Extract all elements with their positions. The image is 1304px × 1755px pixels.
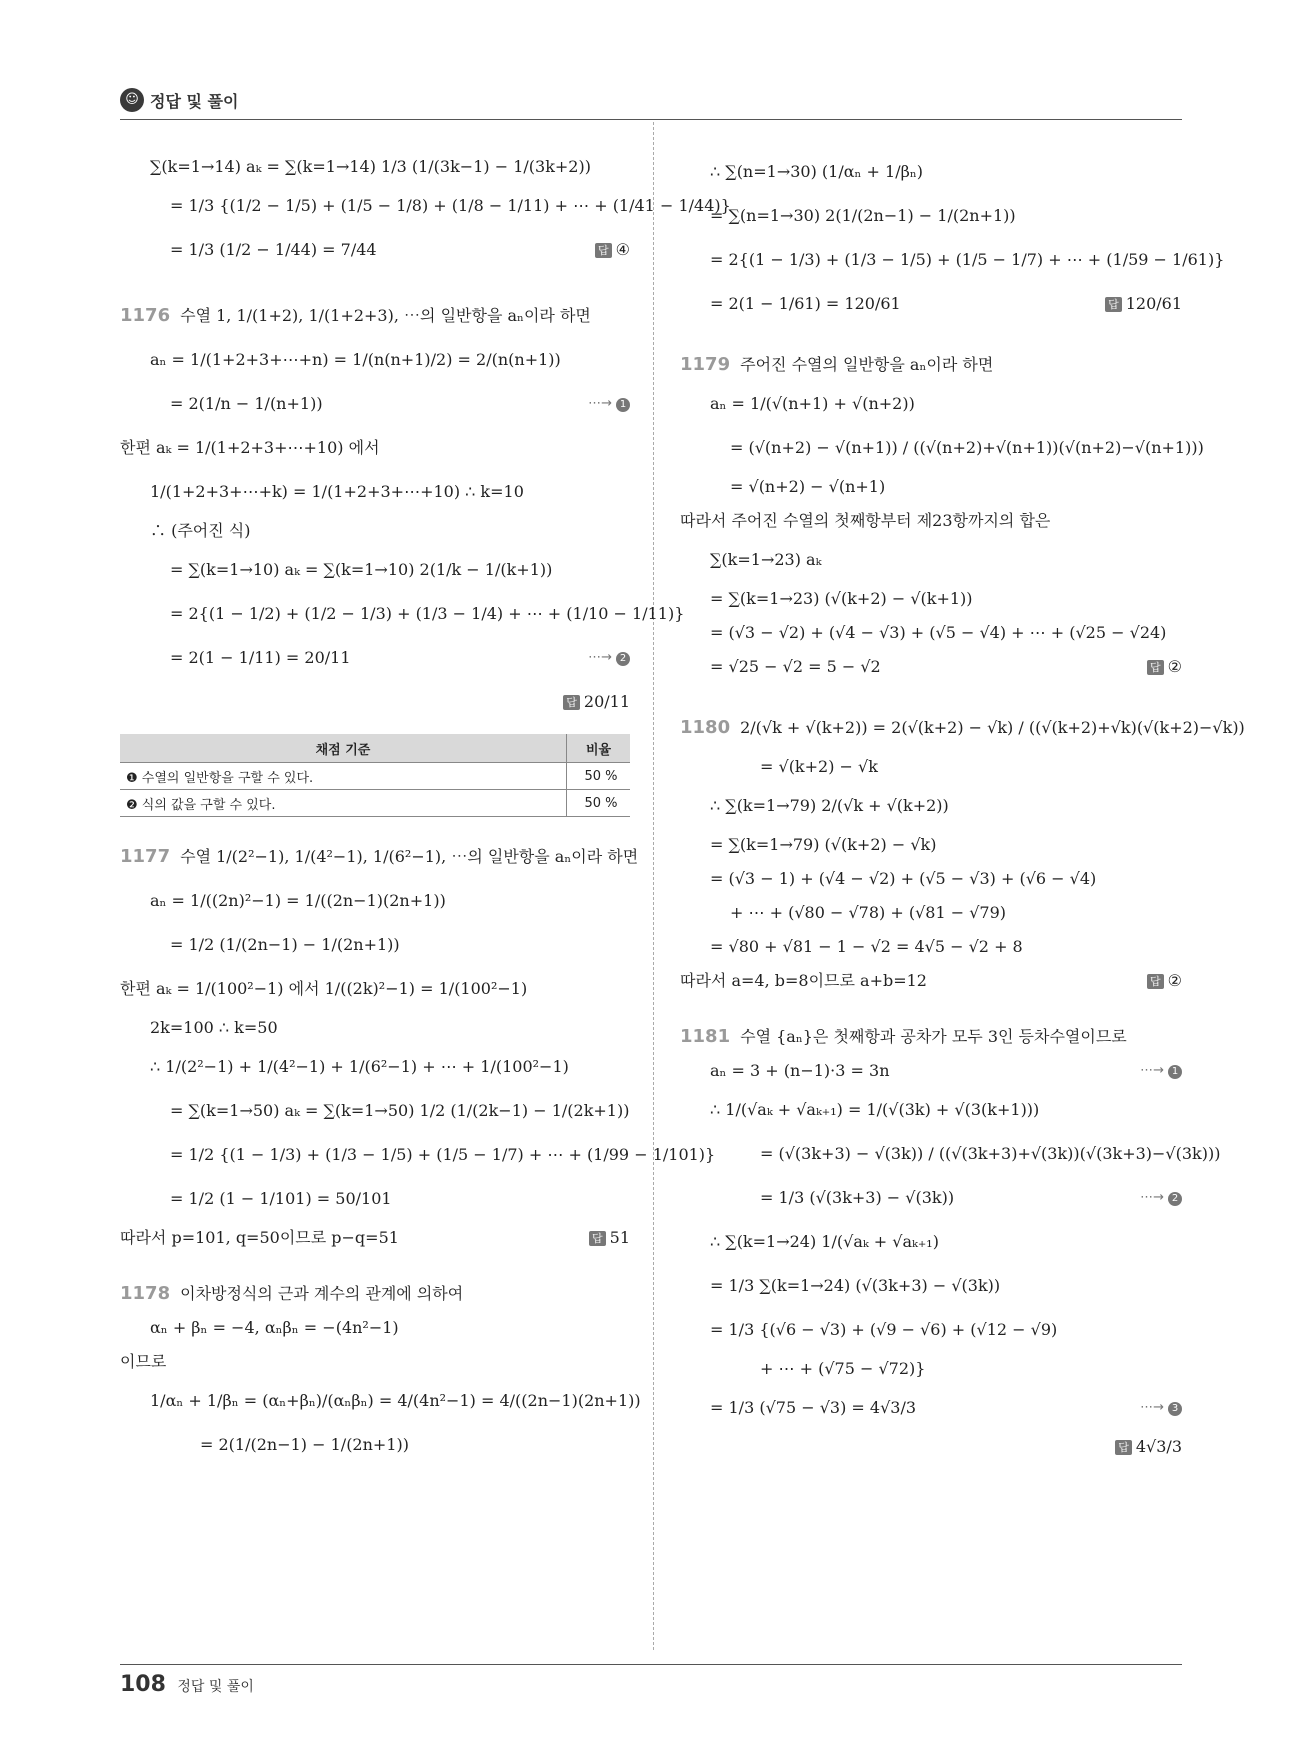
- math-text: aₙ = 1/(1+2+3+⋯+n) = 1/(n(n+1)/2) = 2/(n(n+1)): [150, 350, 561, 369]
- solution-line: [680, 896, 1182, 930]
- step-marker: ⋯→ 1: [588, 382, 630, 426]
- math-text: = 2{(1 − 1/2) + (1/2 − 1/3) + (1/3 − 1/4) + ⋯ + (1/10 − 1/11)}: [170, 604, 685, 623]
- column-divider: [653, 122, 654, 1650]
- solution-line: [120, 1277, 630, 1311]
- math-text: = ∑(k=1→79) (√(k+2) − √k): [710, 835, 937, 854]
- solution-line: [680, 1020, 1182, 1054]
- math-text: ∑(k=1→23) aₖ: [710, 550, 822, 569]
- math-text: = ∑(k=1→50) aₖ = ∑(k=1→50) 1/2 (1/(2k−1) − 1/(2k+1)): [170, 1101, 630, 1120]
- math-text: 수열 1, 1/(1+2), 1/(1+2+3), ⋯의 일반항을 aₙ이라 하면: [180, 306, 591, 325]
- answer: [595, 228, 630, 272]
- answer-mark-icon: 답: [589, 1231, 606, 1246]
- table-row: [120, 790, 630, 817]
- solution-line: [680, 382, 1182, 426]
- footer-rule: [120, 1664, 1182, 1665]
- solution-line: [680, 470, 1182, 504]
- math-text: = (√(3k+3) − √(3k)) / ((√(3k+3)+√(3k))(√(3k+3)−√(3k))): [760, 1144, 1221, 1163]
- math-text: 수열 1/(2²−1), 1/(4²−1), 1/(6²−1), ⋯의 일반항을 aₙ이라 하면: [180, 847, 639, 866]
- math-text: αₙ + βₙ = −4, αₙβₙ = −(4n²−1): [150, 1318, 399, 1337]
- solution-line: [120, 150, 630, 184]
- solution-line: [680, 1264, 1182, 1308]
- solution-line: [120, 548, 630, 592]
- answer-mark-icon: 답: [1105, 297, 1122, 312]
- math-text: = √(n+2) − √(n+1): [730, 477, 886, 496]
- step-number-icon: 2: [1168, 1192, 1182, 1206]
- math-text: = 1/3 ∑(k=1→24) (√(3k+3) − √(3k)): [710, 1276, 1001, 1295]
- solution-line: [120, 1311, 630, 1345]
- math-text: 1/αₙ + 1/βₙ = (αₙ+βₙ)/(αₙβₙ) = 4/(4n²−1) = 4/((2n−1)(2n+1)): [150, 1391, 641, 1410]
- math-text: = 1/3 (1/2 − 1/44) = 7/44: [170, 240, 377, 259]
- math-text: = 1/2 (1/(2n−1) − 1/(2n+1)): [170, 935, 400, 954]
- solution-line: [680, 1430, 1182, 1464]
- page-header: [120, 88, 1182, 118]
- answer: [589, 1221, 630, 1255]
- answer-value: ④: [615, 240, 630, 259]
- solution-line: [680, 504, 1182, 538]
- answer-mark-icon: 답: [563, 695, 580, 710]
- answer-mark-icon: 답: [1115, 1440, 1132, 1455]
- solution-line: [120, 1011, 630, 1045]
- answer: [1147, 650, 1182, 684]
- solution-line: [120, 228, 630, 272]
- math-text: = 2(1 − 1/11) = 20/11: [170, 648, 351, 667]
- solution-line: [120, 1177, 630, 1221]
- solution-line: [680, 862, 1182, 896]
- math-text: = 2(1 − 1/61) = 120/61: [710, 294, 901, 313]
- math-text: = √80 + √81 − 1 − √2 = 4√5 − √2 + 8: [710, 937, 1023, 956]
- math-text: 2/(√k + √(k+2)) = 2(√(k+2) − √k) / ((√(k+2)+√k)(√(k+2)−√k)): [740, 718, 1245, 737]
- answer: [1105, 282, 1182, 326]
- page-number: 108: [120, 1672, 166, 1697]
- math-text: 수열 {aₙ}은 첫째항과 공차가 모두 3인 등차수열이므로: [740, 1027, 1127, 1046]
- solution-line: [680, 426, 1204, 470]
- step-marker: ⋯→ 1: [1140, 1054, 1182, 1088]
- math-text: + ⋯ + (√80 − √78) + (√81 − √79): [730, 903, 1006, 922]
- math-text: 따라서 a=4, b=8이므로 a+b=12: [680, 971, 927, 990]
- math-text: aₙ = 1/(√(n+1) + √(n+2)): [710, 394, 915, 413]
- solution-line: [680, 750, 1182, 784]
- solution-line: [120, 1133, 716, 1177]
- answer-value: 51: [609, 1228, 630, 1247]
- solution-line: [120, 426, 630, 470]
- step-number-icon: 2: [616, 652, 630, 666]
- score-header-criteria: 채점 기준: [120, 734, 567, 763]
- solution-line: [120, 1345, 630, 1379]
- solution-line: [680, 1352, 1182, 1386]
- solution-line: [120, 184, 731, 228]
- math-text: aₙ = 3 + (n−1)·3 = 3n: [710, 1061, 890, 1080]
- math-text: ∴ (주어진 식): [150, 521, 251, 540]
- right-column: [680, 150, 1245, 1464]
- score-ratio: 50 %: [567, 790, 631, 817]
- score-criterion: ❶ 수열의 일반항을 구할 수 있다.: [120, 763, 567, 790]
- solution-line: [120, 382, 630, 426]
- score-ratio: 50 %: [567, 763, 631, 790]
- solution-line: [680, 348, 1182, 382]
- answer-mark-icon: 답: [595, 243, 612, 258]
- answer: [1115, 1430, 1182, 1464]
- answer-value: 20/11: [583, 692, 630, 711]
- problem-number: 1176: [120, 305, 171, 326]
- solution-line: [680, 930, 1182, 964]
- solution-line: [680, 1132, 1221, 1176]
- math-text: = (√(n+2) − √(n+1)) / ((√(n+2)+√(n+1))(√(n+2)−√(n+1))): [730, 438, 1204, 457]
- solution-line: [120, 1423, 630, 1467]
- solution-line: [120, 592, 685, 636]
- step-marker: ⋯→ 3: [1140, 1386, 1182, 1430]
- solution-line: [680, 616, 1182, 650]
- math-text: 1/(1+2+3+⋯+k) = 1/(1+2+3+⋯+10) ∴ k=10: [150, 482, 524, 501]
- math-text: 주어진 수열의 일반항을 aₙ이라 하면: [740, 355, 994, 374]
- step-number-icon: 3: [1168, 1402, 1182, 1416]
- solution-line: [680, 1176, 1182, 1220]
- math-text: = ∑(k=1→23) (√(k+2) − √(k+1)): [710, 589, 973, 608]
- solution-line: [680, 1308, 1182, 1352]
- solution-line: [120, 879, 630, 923]
- solution-line: [680, 582, 1182, 616]
- header-title: 정답 및 풀이: [150, 92, 239, 111]
- problem-number: 1179: [680, 354, 731, 375]
- problem-number: 1178: [120, 1283, 171, 1304]
- math-text: 이므로: [120, 1352, 167, 1371]
- math-text: = 2{(1 − 1/3) + (1/3 − 1/5) + (1/5 − 1/7) + ⋯ + (1/59 − 1/61)}: [710, 250, 1225, 269]
- math-text: = ∑(n=1→30) 2(1/(2n−1) − 1/(2n+1)): [710, 206, 1016, 225]
- right-solutions: [680, 150, 1245, 1464]
- math-text: = 1/2 (1 − 1/101) = 50/101: [170, 1189, 392, 1208]
- solution-line: [680, 828, 1182, 862]
- math-text: = 1/2 {(1 − 1/3) + (1/3 − 1/5) + (1/5 − 1/7) + ⋯ + (1/99 − 1/101)}: [170, 1145, 716, 1164]
- header-rule: [120, 119, 1182, 120]
- solution-line: [120, 923, 630, 967]
- solution-line: [120, 470, 630, 514]
- answer: [563, 680, 630, 724]
- solution-line: [680, 1386, 1182, 1430]
- math-text: aₙ = 1/((2n)²−1) = 1/((2n−1)(2n+1)): [150, 891, 446, 910]
- math-text: = (√3 − √2) + (√4 − √3) + (√5 − √4) + ⋯ + (√25 − √24): [710, 623, 1167, 642]
- solution-line: [680, 150, 1182, 194]
- math-text: = ∑(k=1→10) aₖ = ∑(k=1→10) 2(1/k − 1/(k+1)): [170, 560, 553, 579]
- math-text: = √25 − √2 = 5 − √2: [710, 657, 881, 676]
- math-text: = 1/3 {(√6 − √3) + (√9 − √6) + (√12 − √9): [710, 1320, 1058, 1339]
- solution-line: [120, 514, 630, 548]
- solution-line: [120, 1379, 641, 1423]
- math-text: 2k=100 ∴ k=50: [150, 1018, 278, 1037]
- answer-value: 4√3/3: [1135, 1437, 1182, 1456]
- solution-line: [680, 1220, 1182, 1264]
- math-text: ∴ 1/(√aₖ + √aₖ₊₁) = 1/(√(3k) + √(3(k+1))): [710, 1100, 1040, 1119]
- math-text: 한편 aₖ = 1/(1+2+3+⋯+10) 에서: [120, 438, 380, 457]
- problem-number: 1181: [680, 1026, 731, 1047]
- solution-line: [680, 1054, 1182, 1088]
- solution-line: [120, 338, 630, 382]
- math-text: + ⋯ + (√75 − √72)}: [760, 1359, 926, 1378]
- table-row: [120, 763, 630, 790]
- math-text: ∴ 1/(2²−1) + 1/(4²−1) + 1/(6²−1) + ⋯ + 1/(100²−1): [150, 1057, 569, 1076]
- solution-line: [120, 835, 639, 879]
- math-text: = 1/3 (√(3k+3) − √(3k)): [760, 1188, 955, 1207]
- solution-line: [680, 538, 1182, 582]
- math-text: = 1/3 (√75 − √3) = 4√3/3: [710, 1398, 917, 1417]
- math-text: = 2(1/(2n−1) − 1/(2n+1)): [200, 1435, 409, 1454]
- solution-line: [680, 964, 1182, 998]
- footer-label: 정답 및 풀이: [177, 1679, 254, 1695]
- solution-line: [680, 194, 1182, 238]
- math-text: = 1/3 {(1/2 − 1/5) + (1/5 − 1/8) + (1/8 − 1/11) + ⋯ + (1/41 − 1/44)}: [170, 196, 731, 215]
- solution-line: [120, 294, 630, 338]
- answer-value: 120/61: [1125, 294, 1182, 313]
- solution-line: [680, 784, 1182, 828]
- answer-mark-icon: 답: [1147, 660, 1164, 675]
- math-text: = √(k+2) − √k: [760, 757, 878, 776]
- solution-line: [680, 650, 1182, 684]
- step-number-icon: 1: [1168, 1065, 1182, 1079]
- math-text: 이차방정식의 근과 계수의 관계에 의하여: [180, 1284, 464, 1303]
- math-text: ∑(k=1→14) aₖ = ∑(k=1→14) 1/3 (1/(3k−1) − 1/(3k+2)): [150, 157, 591, 176]
- solution-line: [120, 1045, 630, 1089]
- step-number-icon: 1: [616, 398, 630, 412]
- solution-line: [120, 636, 630, 680]
- mascot-icon: ☺: [120, 88, 144, 112]
- problem-number: 1177: [120, 846, 171, 867]
- math-text: 따라서 주어진 수열의 첫째항부터 제23항까지의 합은: [680, 511, 1051, 530]
- solution-line: [120, 1089, 630, 1133]
- math-text: = 2(1/n − 1/(n+1)): [170, 394, 323, 413]
- answer-value: ②: [1167, 657, 1182, 676]
- math-text: 따라서 p=101, q=50이므로 p−q=51: [120, 1228, 399, 1247]
- solution-line: [680, 238, 1225, 282]
- solution-line: [120, 1221, 630, 1255]
- problem-number: 1180: [680, 717, 731, 738]
- solution-line: [680, 282, 1182, 326]
- solution-line: [680, 706, 1245, 750]
- score-header-ratio: 비율: [567, 734, 631, 763]
- answer: [1147, 964, 1182, 998]
- score-criterion: ❷ 식의 값을 구할 수 있다.: [120, 790, 567, 817]
- solution-line: [680, 1088, 1182, 1132]
- scoring-table: [120, 734, 630, 817]
- solution-line: [120, 680, 630, 724]
- step-marker: ⋯→ 2: [588, 636, 630, 680]
- answer-mark-icon: 답: [1147, 974, 1164, 989]
- math-text: = (√3 − 1) + (√4 − √2) + (√5 − √3) + (√6 − √4): [710, 869, 1097, 888]
- solution-line: [120, 967, 630, 1011]
- math-text: 한편 aₖ = 1/(100²−1) 에서 1/((2k)²−1) = 1/(100²−1): [120, 979, 528, 998]
- math-text: ∴ ∑(k=1→79) 2/(√k + √(k+2)): [710, 796, 949, 815]
- page-footer: [120, 1672, 254, 1697]
- step-marker: ⋯→ 2: [1140, 1176, 1182, 1220]
- math-text: ∴ ∑(n=1→30) (1/αₙ + 1/βₙ): [710, 162, 924, 181]
- math-text: ∴ ∑(k=1→24) 1/(√aₖ + √aₖ₊₁): [710, 1232, 939, 1251]
- answer-value: ②: [1167, 971, 1182, 990]
